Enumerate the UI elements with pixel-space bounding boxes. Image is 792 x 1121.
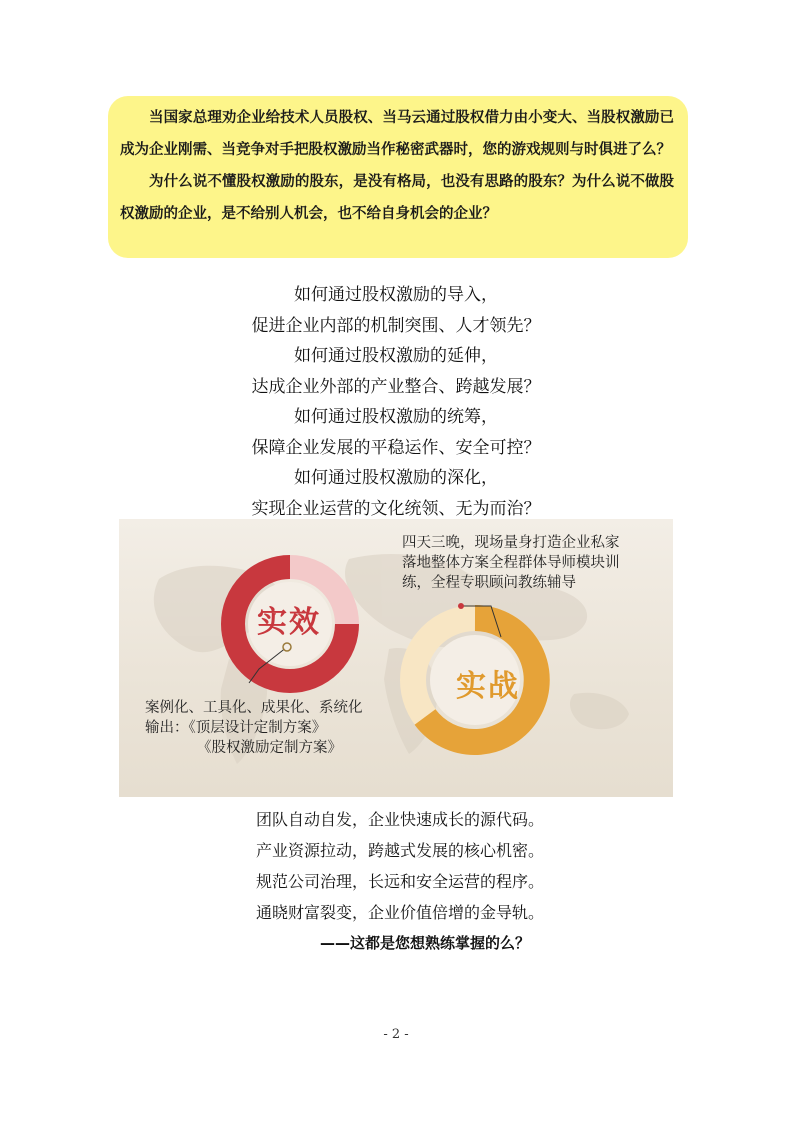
question-list [150,280,642,524]
right-connector-dot [458,603,464,609]
closing-tagline: ——这都是您想熟练掌握的么？ [320,934,531,952]
question-line: 如何通过股权激励的统筹， [294,407,498,427]
closing-line: 规范公司治理，长远和安全运营的程序。 [255,872,544,891]
left-caption-line: 案例化、工具化、成果化、系统化 [145,700,363,716]
question-line: 达成企业外部的产业整合、跨越发展？ [251,376,541,397]
question-line: 如何通过股权激励的导入， [294,285,498,305]
left-connector-dot [283,643,291,651]
closing-line: 通晓财富裂变，企业价值倍增的金导轨。 [255,903,544,922]
intro-paragraph-2: 为什么说不懂股权激励的股东，是没有格局，也没有思路的股东？为什么说不做股权激励的企业，是不给别人机会，也不给自身机会的企业？ [120,174,674,222]
right-caption-line: 落地整体方案全程群体导师模块训 [402,555,620,571]
page-number: - 2 - [383,1027,409,1042]
intro-callout [108,96,688,258]
closing-line: 产业资源拉动，跨越式发展的核心机密。 [255,841,544,860]
question-line: 促进企业内部的机制突围、人才领先？ [251,315,541,336]
right-caption-line: 四天三晚，现场量身打造企业私家 [402,535,620,551]
left-caption-line: 《股权激励定制方案》 [197,740,342,756]
left-badge-label: 实效 [257,605,321,640]
closing-line: 团队自动自发，企业快速成长的源代码。 [255,810,544,829]
right-caption-line: 练，全程专职顾问教练辅导 [402,575,576,591]
right-badge-label: 实战 [456,669,520,704]
question-line: 如何通过股权激励的延伸， [294,346,498,366]
left-caption [145,698,363,758]
intro-paragraph-1: 当国家总理劝企业给技术人员股权、当马云通过股权借力由小变大、当股权激励已成为企业刚需、当竞争对手把股权激励当作秘密武器时，您的游戏规则与时俱进了么？ [120,110,674,158]
right-caption [402,533,620,593]
left-caption-line: 输出：《顶层设计定制方案》 [145,720,327,736]
feature-banner [119,519,673,797]
question-line: 实现企业运营的文化统领、无为而治？ [251,498,541,519]
question-line: 保障企业发展的平稳运作、安全可控？ [251,437,541,458]
closing-section [120,804,680,952]
question-line: 如何通过股权激励的深化， [294,468,498,488]
